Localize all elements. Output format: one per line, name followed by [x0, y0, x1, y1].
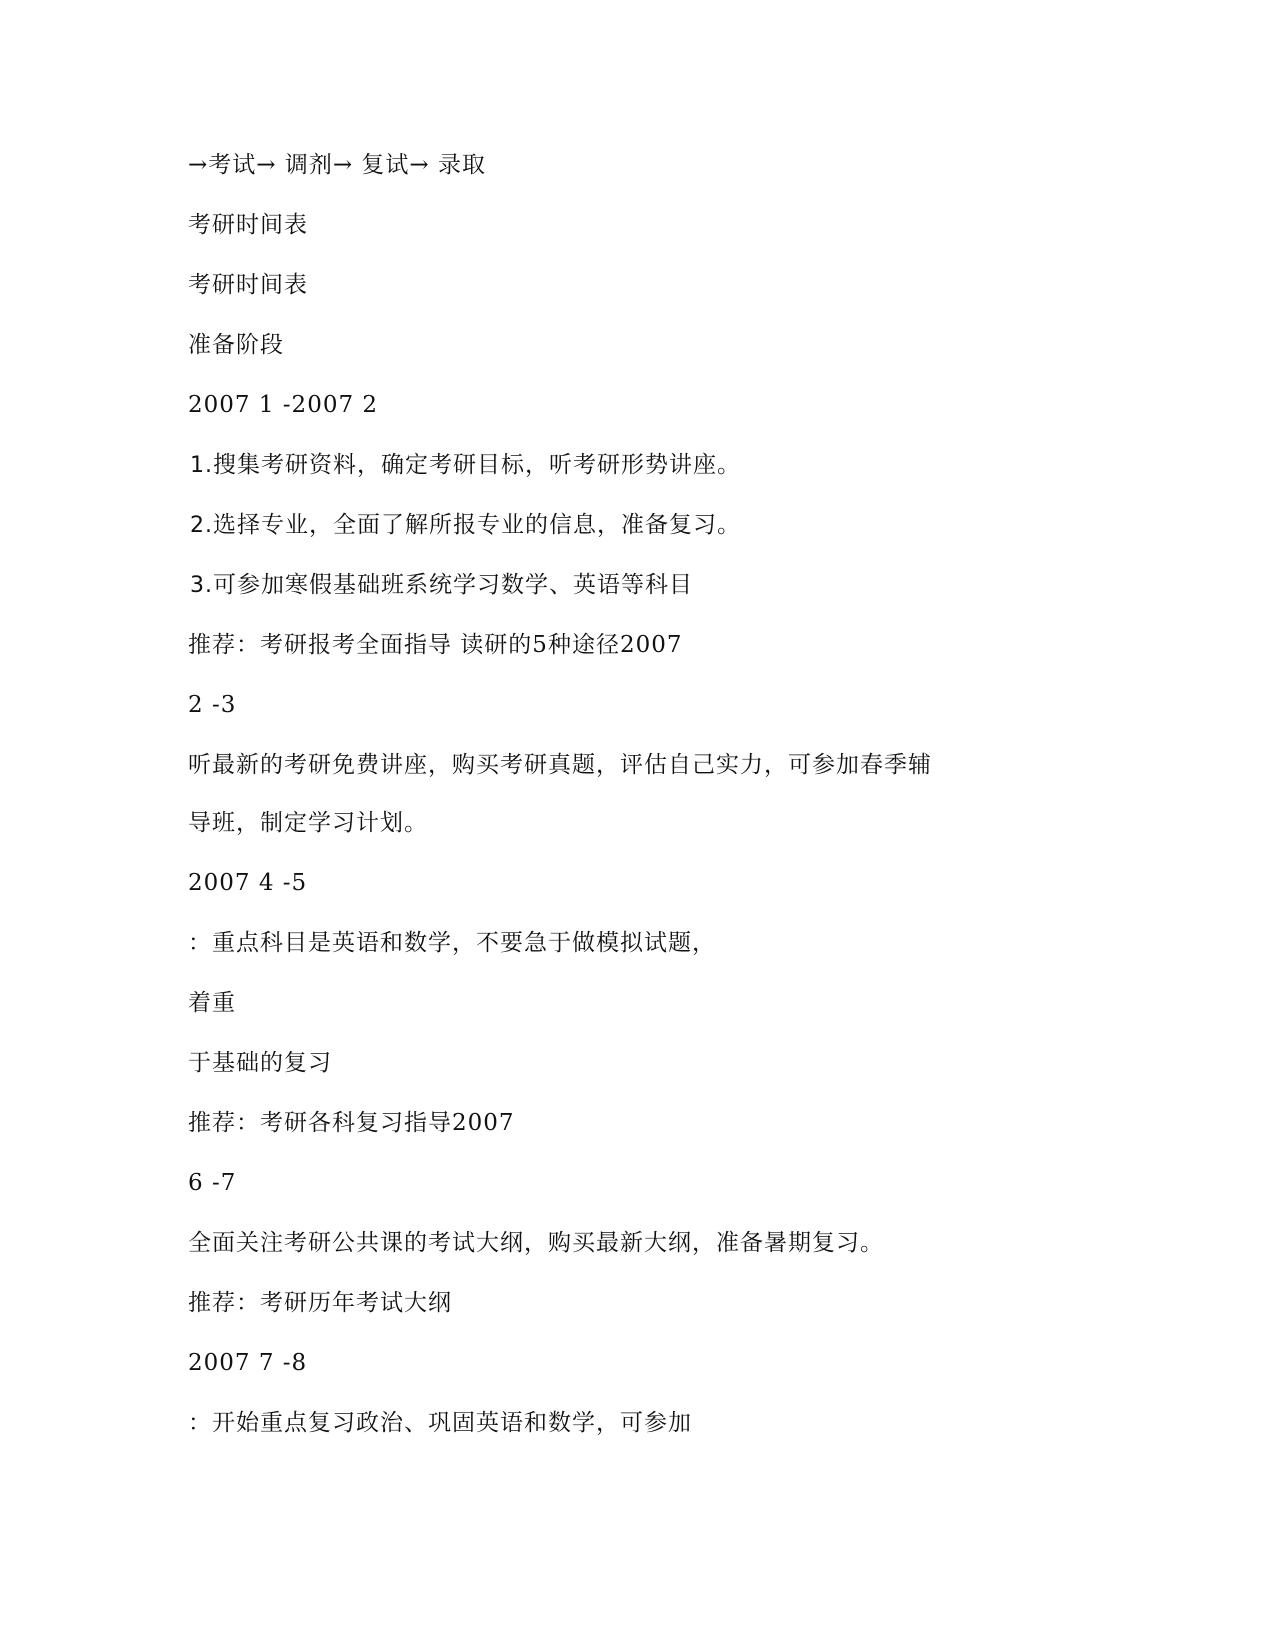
date-range-feb-mar: 2 -3 [188, 692, 237, 718]
paragraph-line: ：重点科目是英语和数学，不要急于做模拟试题， [188, 930, 716, 956]
date-range-jul-aug: 2007 7 -8 [188, 1350, 308, 1376]
list-number: 2. [190, 513, 213, 538]
list-number: 3. [190, 573, 213, 598]
list-item-1 [190, 450, 741, 481]
date-range-jan-feb: 2007 1 -2007 2 [188, 392, 379, 418]
heading-timetable-repeat: 考研时间表 [188, 272, 308, 298]
date-range-jun-jul: 6 -7 [188, 1170, 237, 1196]
paragraph-line: ：开始重点复习政治、巩固英语和数学，可参加 [188, 1410, 692, 1436]
heading-timetable: 考研时间表 [188, 212, 308, 238]
heading-preparation-stage: 准备阶段 [188, 332, 284, 358]
paragraph-line: 着重 [188, 990, 236, 1016]
paragraph-line: 听最新的考研免费讲座，购买考研真题，评估自己实力，可参加春季辅 [188, 752, 932, 778]
recommendation-line: 推荐：考研各科复习指导2007 [188, 1110, 515, 1136]
recommendation-line: 推荐：考研历年考试大纲 [188, 1290, 452, 1316]
paragraph-line: 导班，制定学习计划。 [188, 810, 428, 836]
paragraph-line: 全面关注考研公共课的考试大纲，购买最新大纲，准备暑期复习。 [188, 1230, 884, 1256]
list-item-2 [190, 510, 741, 541]
list-item-text: 选择专业，全面了解所报专业的信息，准备复习。 [213, 512, 741, 538]
list-number: 1. [190, 453, 213, 478]
list-item-text: 可参加寒假基础班系统学习数学、英语等科目 [213, 572, 693, 598]
process-flow-line: →考试→ 调剂→ 复试→ 录取 [188, 152, 487, 178]
recommendation-line: 推荐：考研报考全面指导 读研的5种途径2007 [188, 632, 683, 658]
list-item-text: 搜集考研资料，确定考研目标，听考研形势讲座。 [213, 452, 741, 478]
list-item-3 [190, 570, 693, 601]
date-range-apr-may: 2007 4 -5 [188, 870, 308, 896]
paragraph-line: 于基础的复习 [188, 1050, 332, 1076]
